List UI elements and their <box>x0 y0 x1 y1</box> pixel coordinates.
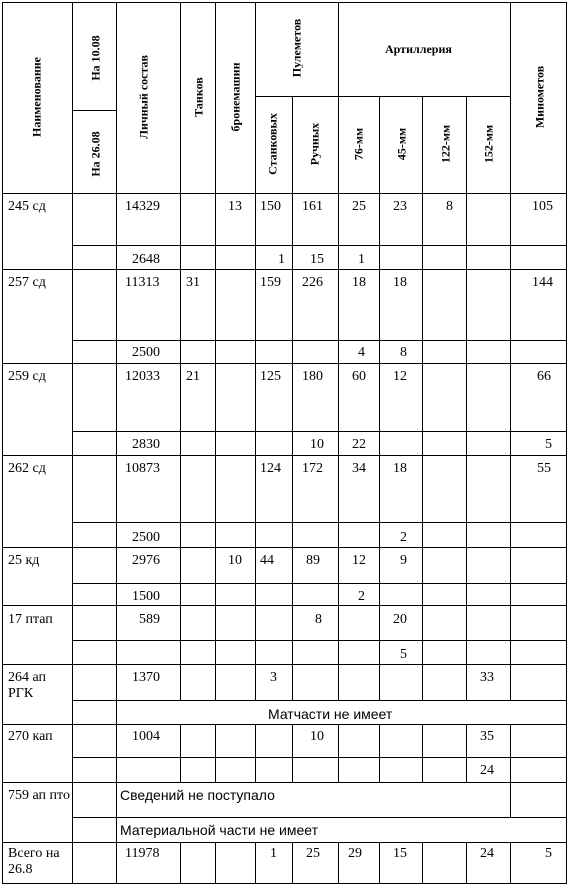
grid-line <box>72 757 566 758</box>
grid-line <box>422 842 423 883</box>
tanks-value: 21 <box>186 369 200 384</box>
grid-line <box>2 605 566 606</box>
art-122-value: 8 <box>446 199 453 214</box>
grid-line <box>180 2 181 193</box>
personnel-value: 2500 <box>132 530 160 545</box>
row-name: 17 птап <box>8 612 53 627</box>
grid-line <box>292 193 293 664</box>
grid-line <box>215 664 216 700</box>
grid-line <box>116 2 117 193</box>
art-45-value: 23 <box>393 199 407 214</box>
art-152-value: 24 <box>480 763 494 778</box>
grid-line <box>116 724 117 782</box>
grid-line <box>510 193 511 664</box>
grid-line <box>255 664 256 700</box>
mg-mounted-value: 1 <box>278 252 285 267</box>
grid-line <box>2 547 566 548</box>
mg-mounted-value: 1 <box>270 846 277 861</box>
mortars-value: 5 <box>545 846 552 861</box>
grid-line <box>72 2 73 193</box>
grid-line <box>466 842 467 883</box>
grid-line <box>510 782 511 817</box>
grid-line <box>180 193 181 664</box>
mortars-value: 55 <box>537 461 551 476</box>
mg-mounted-value: 44 <box>260 553 274 568</box>
grid-line <box>116 700 117 724</box>
armored-value: 10 <box>228 553 242 568</box>
grid-line <box>292 96 293 193</box>
personnel-value: 2500 <box>132 345 160 360</box>
grid-line <box>566 2 567 884</box>
row-name: 259 сд <box>8 369 46 384</box>
grid-line <box>180 842 181 883</box>
grid-line <box>255 724 256 782</box>
header-tanks: Танков <box>191 77 206 117</box>
mortars-value: 5 <box>545 437 552 452</box>
art-45-value: 5 <box>400 647 407 662</box>
art-76-value: 34 <box>352 461 366 476</box>
grid-line <box>180 724 181 782</box>
grid-line <box>422 664 423 700</box>
mg-mounted-value: 159 <box>260 275 281 290</box>
no-materiel-note: Матчасти не имеет <box>268 706 393 722</box>
grid-line <box>379 664 380 700</box>
no-materiel-note: Материальной части не имеет <box>120 822 318 838</box>
grid-line <box>72 522 566 523</box>
art-45-value: 12 <box>393 369 407 384</box>
row-name: 25 кд <box>8 553 40 568</box>
personnel-value: 1004 <box>132 729 160 744</box>
grid-line <box>72 245 566 246</box>
mg-hand-value: 161 <box>302 199 323 214</box>
art-45-value: 8 <box>400 345 407 360</box>
grid-line <box>338 193 339 664</box>
row-name-text: 264 ап РГК <box>8 670 47 701</box>
grid-line <box>379 193 380 664</box>
grid-line <box>2 193 566 194</box>
header-date-2608: На 26.08 <box>88 131 103 177</box>
tanks-value: 31 <box>186 275 200 290</box>
row-name <box>8 670 70 702</box>
grid-line <box>116 193 117 664</box>
grid-line <box>180 664 181 700</box>
header-name: Наименование <box>29 57 44 137</box>
personnel-value: 2976 <box>132 553 160 568</box>
personnel-value: 2830 <box>132 437 160 452</box>
mg-mounted-value: 3 <box>270 670 277 685</box>
mg-hand-value: 8 <box>315 612 322 627</box>
row-name: 257 сд <box>8 275 46 290</box>
grid-line <box>338 664 339 700</box>
header-art-152: 152-мм <box>481 124 496 164</box>
grid-line <box>379 724 380 782</box>
grid-line <box>2 269 566 270</box>
mg-hand-value: 180 <box>302 369 323 384</box>
grid-line <box>466 664 467 700</box>
grid-line <box>2 842 566 843</box>
mg-hand-value: 89 <box>306 553 320 568</box>
personnel-value: 14329 <box>125 199 160 214</box>
art-76-value: 12 <box>352 553 366 568</box>
grid-line <box>422 193 423 664</box>
mg-hand-value: 25 <box>306 846 320 861</box>
grid-line <box>510 2 511 193</box>
grid-line <box>255 96 338 97</box>
grid-line <box>466 96 467 193</box>
grid-line <box>510 724 511 782</box>
personnel-value: 11978 <box>125 846 160 861</box>
row-name <box>8 846 70 878</box>
grid-line <box>338 96 510 97</box>
grid-line <box>338 2 339 193</box>
mg-hand-value: 172 <box>302 461 323 476</box>
grid-line <box>379 842 380 883</box>
header-art-76: 76-мм <box>351 127 366 161</box>
grid-line <box>292 724 293 782</box>
grid-line <box>215 724 216 782</box>
grid-line <box>72 340 566 341</box>
grid-line <box>2 883 567 884</box>
grid-line <box>2 724 566 725</box>
personnel-value: 589 <box>139 612 160 627</box>
art-45-value: 9 <box>400 553 407 568</box>
grid-line <box>292 664 293 700</box>
personnel-value: 11313 <box>125 275 160 290</box>
header-mg-mounted: Станковых <box>265 113 280 175</box>
grid-line <box>2 455 566 456</box>
grid-line <box>338 724 339 782</box>
grid-line <box>422 96 423 193</box>
art-152-value: 33 <box>480 670 494 685</box>
personnel-value: 10873 <box>125 461 160 476</box>
art-76-value: 1 <box>358 252 365 267</box>
header-date-1008: На 10.08 <box>88 35 103 81</box>
grid-line <box>72 110 116 111</box>
art-76-value: 2 <box>358 589 365 604</box>
grid-line <box>72 640 566 641</box>
mortars-value: 66 <box>537 369 551 384</box>
grid-line <box>2 2 3 884</box>
mortars-value: 144 <box>532 275 553 290</box>
art-76-value: 25 <box>352 199 366 214</box>
grid-line <box>72 431 566 432</box>
no-info-note: Сведений не поступало <box>120 787 275 803</box>
art-45-value: 2 <box>400 530 407 545</box>
row-name: 262 сд <box>8 461 46 476</box>
mg-mounted-value: 150 <box>260 199 281 214</box>
grid-line <box>510 664 511 700</box>
header-armored: бронемашин <box>228 62 243 132</box>
grid-line <box>72 817 566 818</box>
mg-hand-value: 15 <box>310 252 324 267</box>
grid-line <box>466 193 467 664</box>
header-art-122: 122-мм <box>438 124 453 164</box>
grid-line <box>338 842 339 883</box>
art-152-value: 35 <box>480 729 494 744</box>
art-45-value: 20 <box>393 612 407 627</box>
mortars-value: 105 <box>532 199 553 214</box>
personnel-value: 2648 <box>132 252 160 267</box>
mg-hand-value: 10 <box>310 729 324 744</box>
row-name <box>8 788 70 804</box>
grid-line <box>2 664 566 665</box>
art-76-value: 22 <box>352 437 366 452</box>
header-machine-guns: Пулеметов <box>289 18 304 78</box>
row-name-text: Всего на 26.8 <box>8 846 60 877</box>
grid-line <box>116 782 117 842</box>
grid-line <box>510 842 511 883</box>
mg-hand-value: 226 <box>302 275 323 290</box>
personnel-value: 1370 <box>132 670 160 685</box>
header-mg-hand: Ручных <box>307 122 322 166</box>
grid-line <box>116 842 117 883</box>
grid-line <box>2 363 566 364</box>
grid-line <box>215 842 216 883</box>
grid-line <box>379 96 380 193</box>
header-artillery: Артиллерия <box>385 42 452 56</box>
grid-line <box>466 724 467 782</box>
mg-hand-value: 10 <box>310 437 324 452</box>
header-personnel: Личный состав <box>136 55 151 139</box>
grid-line <box>116 664 117 700</box>
grid-line <box>422 724 423 782</box>
art-76-value: 18 <box>352 275 366 290</box>
row-name-text: 759 ап пто <box>8 788 70 803</box>
personnel-value: 1500 <box>132 589 160 604</box>
header-art-45: 45-мм <box>394 127 409 161</box>
grid-line <box>255 193 256 664</box>
mg-mounted-value: 125 <box>260 369 281 384</box>
grid-line <box>215 2 216 193</box>
header-mortars: Минометов <box>532 65 547 129</box>
art-76-value: 60 <box>352 369 366 384</box>
mg-mounted-value: 124 <box>260 461 281 476</box>
armored-value: 13 <box>228 199 242 214</box>
grid-line <box>2 782 566 783</box>
grid-line <box>72 583 566 584</box>
personnel-value: 12033 <box>125 369 160 384</box>
art-45-value: 15 <box>393 846 407 861</box>
grid-line <box>255 842 256 883</box>
art-45-value: 18 <box>393 461 407 476</box>
art-76-value: 4 <box>358 345 365 360</box>
grid-line <box>215 193 216 664</box>
grid-line <box>72 700 566 701</box>
grid-line <box>292 842 293 883</box>
art-45-value: 18 <box>393 275 407 290</box>
row-name: 270 кап <box>8 729 53 744</box>
art-152-value: 24 <box>480 846 494 861</box>
row-name: 245 сд <box>8 199 46 214</box>
grid-line <box>255 2 256 193</box>
grid-line <box>2 2 567 3</box>
art-76-value: 29 <box>348 846 362 861</box>
grid-line <box>72 193 73 883</box>
